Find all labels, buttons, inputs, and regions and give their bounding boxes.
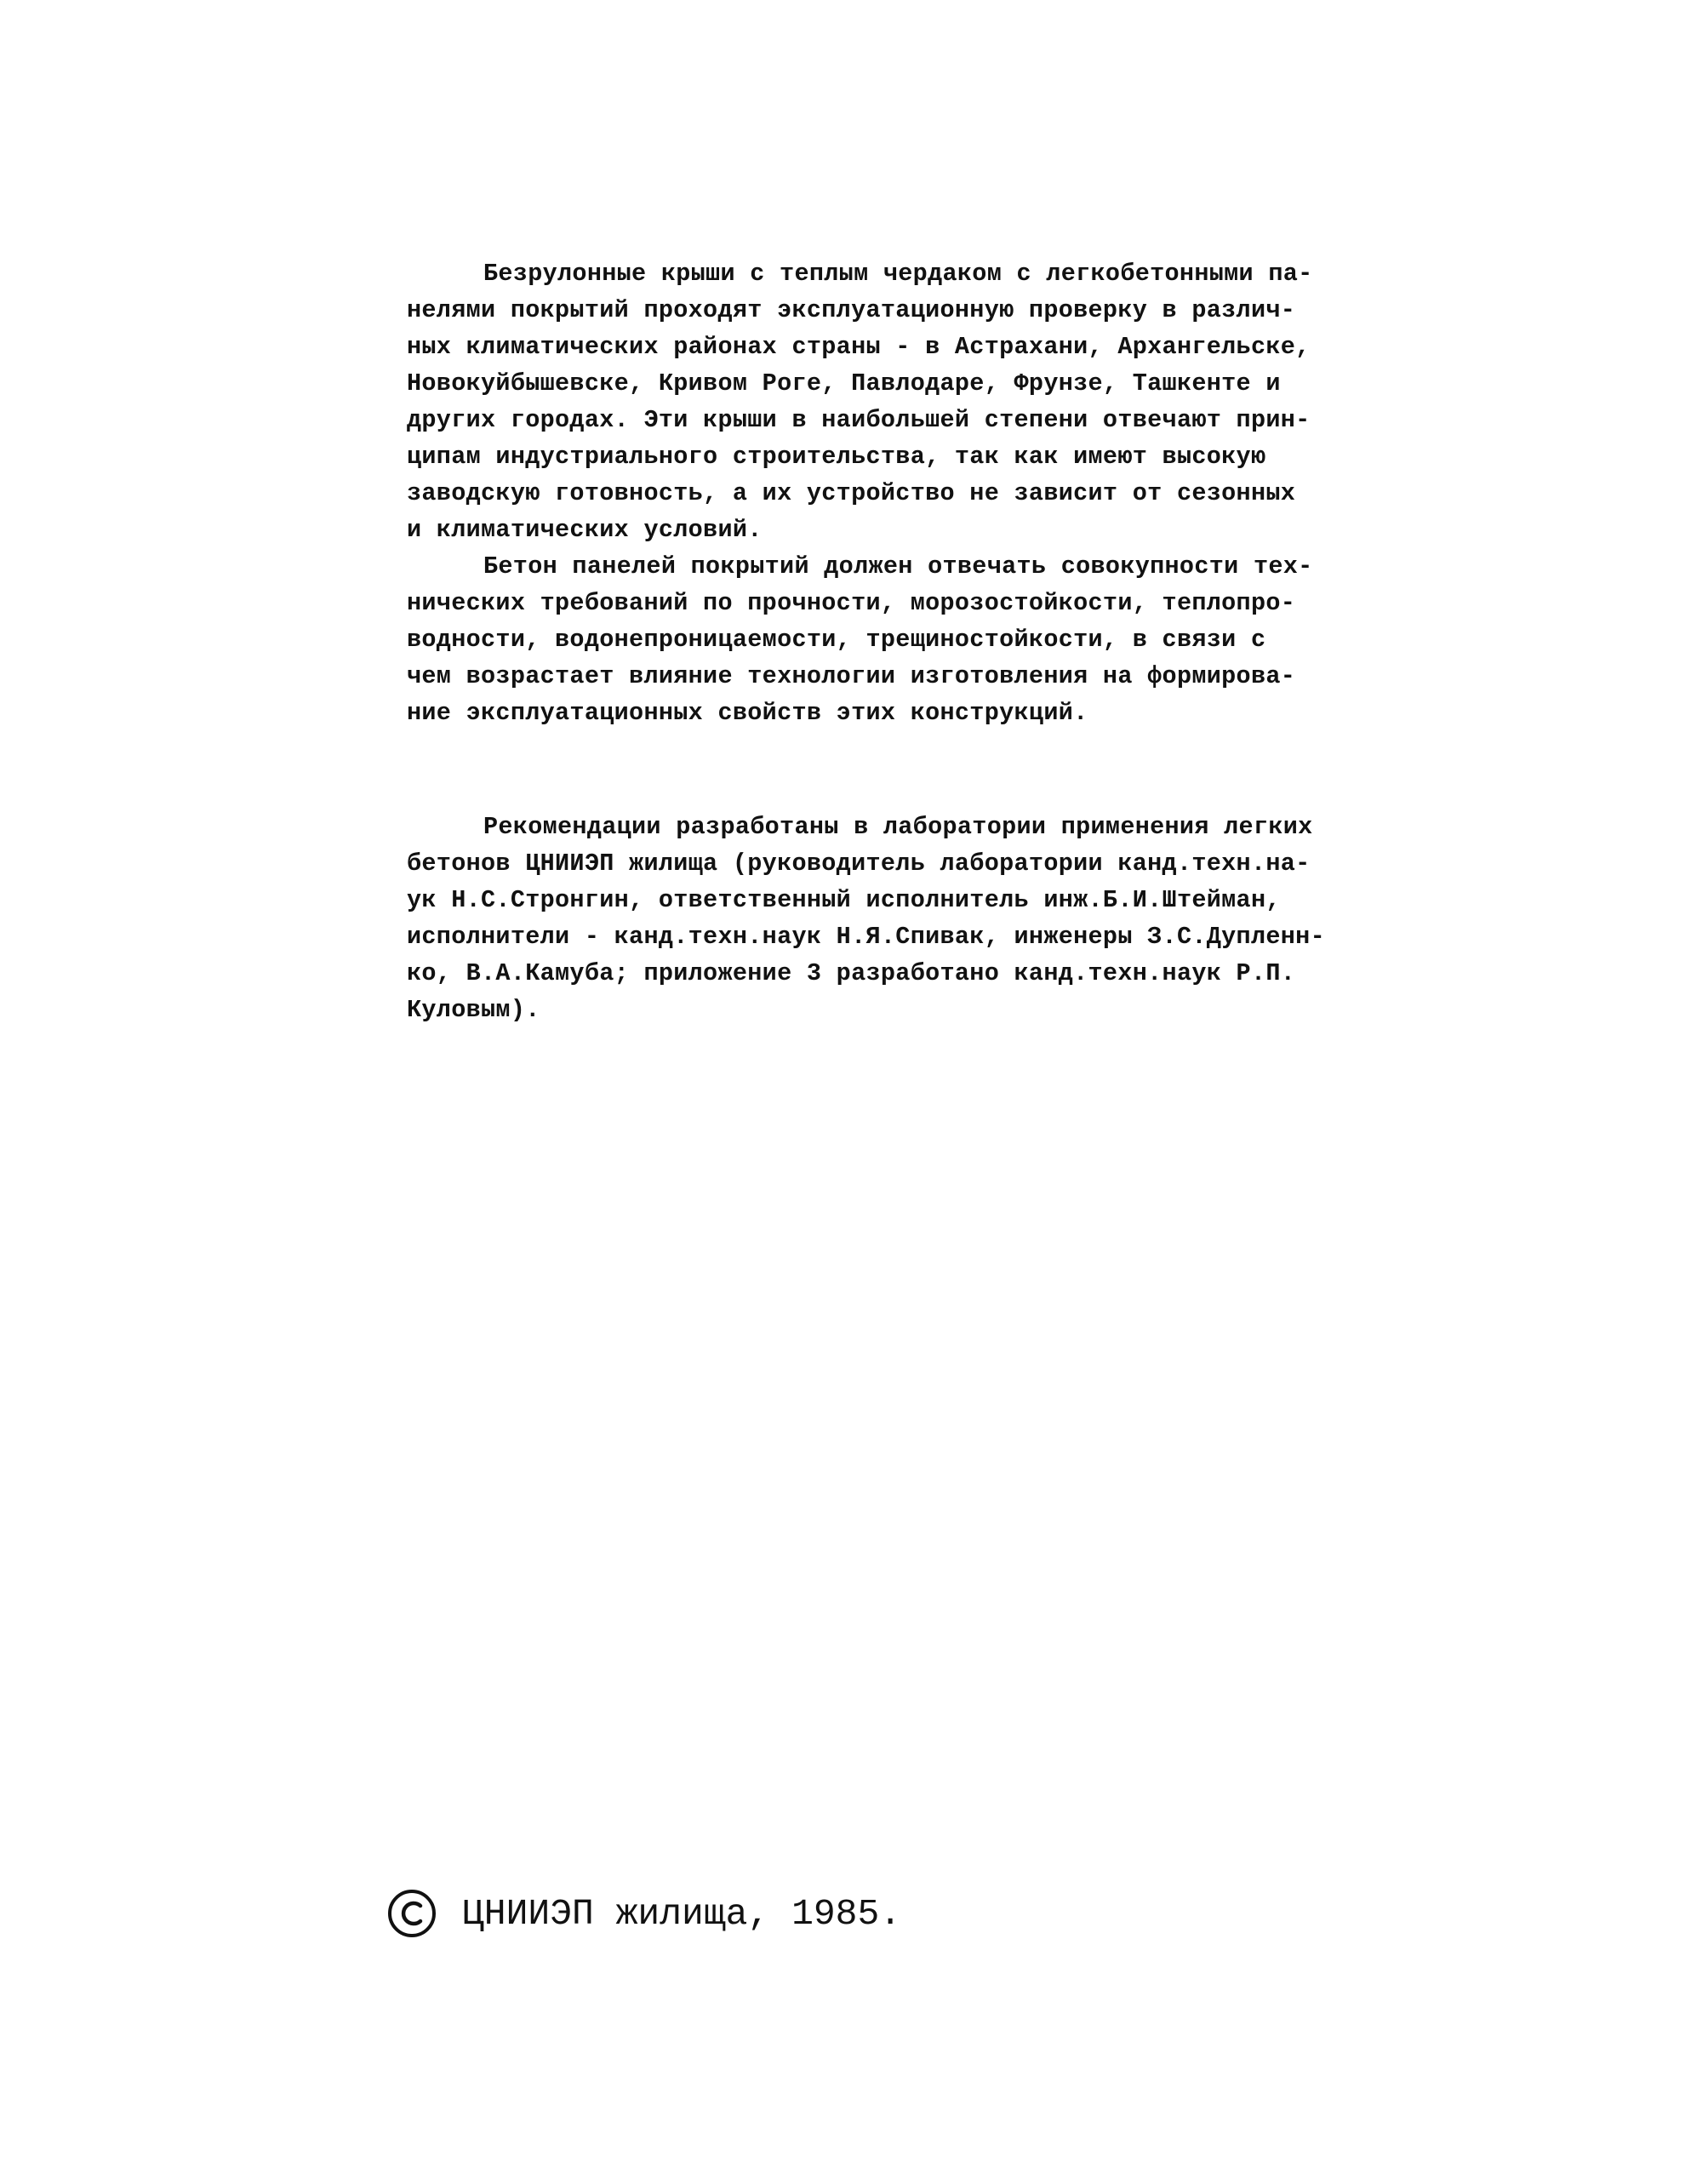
intro-line: чем возрастает влияние технологии изготовления на формирова- [407,662,1296,690]
intro-line: ние эксплуатационных свойств этих конструкций. [407,699,1088,727]
intro-line: ных климатических районах страны - в Астрахани, Архангельске, [407,333,1311,361]
intro-paragraphs [407,255,1351,731]
intro-line: Бетон панелей покрытий должен отвечать совокупности тех- [483,552,1313,581]
copyright-footer [387,1884,901,1943]
intro-line: Новокуйбышевске, Кривом Роге, Павлодаре, Фрунзе, Ташкенте и [407,369,1281,398]
intro-line: нических требований по прочности, морозостойкости, теплопро- [407,589,1296,617]
intro-line: ципам индустриального строительства, так как имеют высокую [407,443,1266,471]
credits-line: бетонов ЦНИИЭП жилища (руководитель лаборатории канд.техн.на- [407,849,1311,878]
credits-line: ко, В.А.Камуба; приложение 3 разработано канд.техн.наук Р.П. [407,959,1296,987]
credits-paragraph [407,809,1351,1028]
credits-line: Рекомендации разработаны в лаборатории применения легких [483,813,1313,841]
credits-line: Куловым). [407,996,540,1024]
credits-line: ук Н.С.Стронгин, ответственный исполнитель инж.Б.И.Штейман, [407,886,1281,914]
intro-line: Безрулонные крыши с теплым чердаком с легкобетонными па- [483,260,1313,288]
intro-line: нелями покрытий проходят эксплуатационную проверку в различ- [407,296,1296,324]
copyright-text: ЦНИИЭП жилища, 1985. [462,1892,902,1935]
credits-line: исполнители - канд.техн.наук Н.Я.Спивак, инженеры З.С.Дупленн- [407,923,1325,951]
copyright-icon [387,1889,437,1938]
intro-line: и климатических условий. [407,516,763,544]
intro-line: других городах. Эти крыши в наибольшей степени отвечают прин- [407,406,1311,434]
intro-line: водности, водонепроницаемости, трещиностойкости, в связи с [407,626,1266,654]
intro-line: заводскую готовность, а их устройство не зависит от сезонных [407,479,1296,507]
